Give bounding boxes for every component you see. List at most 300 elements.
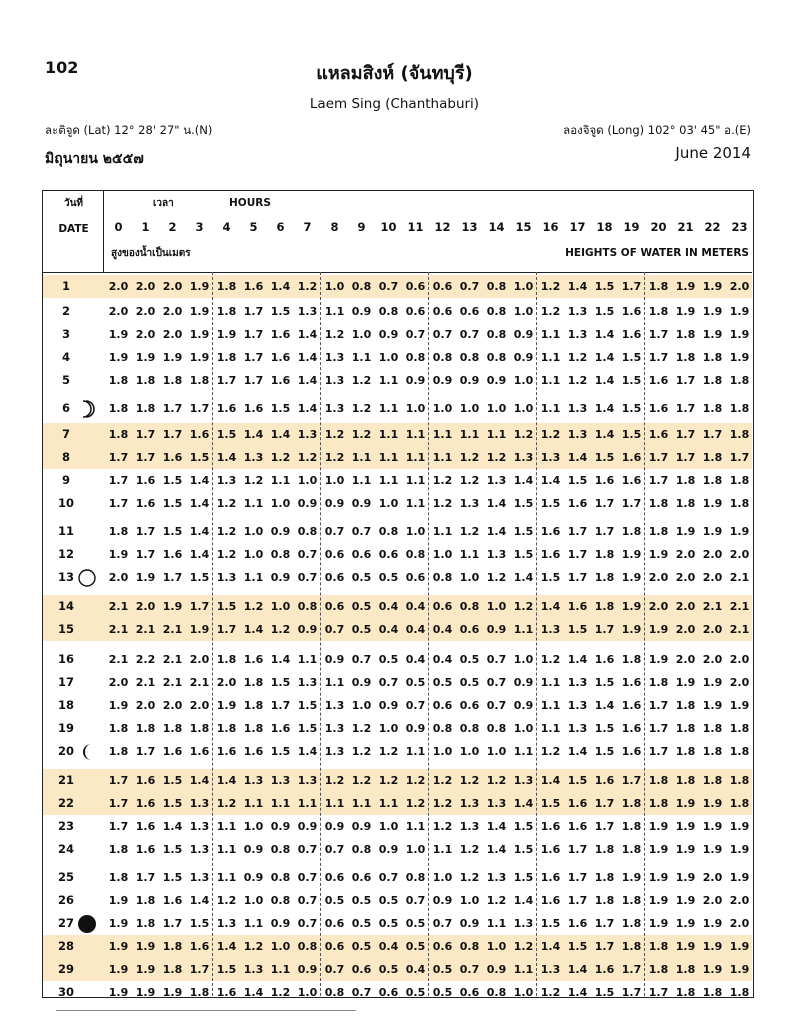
- height-cell: 0.7: [378, 280, 399, 293]
- height-cell: 1.0: [378, 722, 399, 735]
- height-cell: 1.2: [459, 474, 480, 487]
- hour-header: 0: [114, 220, 123, 234]
- table-row: [43, 912, 752, 935]
- height-cell: 1.9: [216, 699, 237, 712]
- height-cell: 0.4: [405, 600, 426, 613]
- date-number: 9: [61, 473, 70, 487]
- height-cell: 1.6: [270, 374, 291, 387]
- height-cell: 1.2: [270, 986, 291, 999]
- height-cell: 1.2: [432, 774, 453, 787]
- date-number: 3: [61, 327, 70, 341]
- hour-header: 10: [380, 220, 397, 234]
- height-cell: 1.8: [729, 402, 750, 415]
- height-cell: 1.1: [378, 474, 399, 487]
- height-cell: 1.3: [324, 699, 345, 712]
- height-cell: 1.9: [702, 525, 723, 538]
- height-cell: 2.1: [162, 676, 183, 689]
- table-row: [43, 838, 752, 861]
- height-cell: 1.9: [675, 917, 696, 930]
- hours-label: HOURS: [229, 197, 271, 209]
- hour-header: 3: [195, 220, 204, 234]
- height-cell: 1.8: [216, 351, 237, 364]
- date-cell: [43, 543, 104, 566]
- height-cell: 1.1: [351, 451, 372, 464]
- height-cell: 1.3: [567, 428, 588, 441]
- height-cell: 1.8: [135, 917, 156, 930]
- height-cell: 1.5: [513, 871, 534, 884]
- height-cell: 1.5: [162, 497, 183, 510]
- height-cell: 1.8: [135, 374, 156, 387]
- height-cell: 1.5: [189, 451, 210, 464]
- table-row: [43, 275, 752, 298]
- date-number: 1: [61, 279, 70, 293]
- height-cell: 0.6: [324, 871, 345, 884]
- table-row: [43, 981, 752, 1004]
- height-cell: 1.4: [270, 280, 291, 293]
- height-cell: 1.8: [675, 722, 696, 735]
- height-cell: 1.8: [729, 774, 750, 787]
- hour-header: 11: [407, 220, 424, 234]
- height-cell: 2.1: [729, 623, 750, 636]
- height-cell: 1.7: [135, 525, 156, 538]
- hour-header: 6: [276, 220, 285, 234]
- moon-last-quarter-icon: [77, 742, 97, 762]
- height-cell: 2.1: [162, 653, 183, 666]
- date-cell: [43, 792, 104, 815]
- height-cell: 2.1: [135, 623, 156, 636]
- hour-header: 12: [434, 220, 451, 234]
- table-row: [43, 717, 752, 740]
- height-cell: 1.8: [108, 525, 129, 538]
- height-cell: 0.8: [270, 894, 291, 907]
- height-cell: 1.9: [702, 328, 723, 341]
- height-cell: 1.3: [486, 474, 507, 487]
- height-cell: 2.0: [702, 548, 723, 561]
- height-cell: 1.0: [324, 474, 345, 487]
- height-cell: 0.8: [486, 280, 507, 293]
- height-cell: 0.8: [351, 843, 372, 856]
- height-cell: 0.5: [351, 600, 372, 613]
- table-row: [43, 469, 752, 492]
- height-cell: 0.9: [351, 820, 372, 833]
- height-cell: 1.2: [432, 820, 453, 833]
- height-cell: 0.7: [486, 676, 507, 689]
- height-cell: 1.7: [675, 428, 696, 441]
- height-cell: 1.8: [675, 351, 696, 364]
- height-cell: 1.7: [216, 374, 237, 387]
- height-cell: 1.7: [648, 451, 669, 464]
- height-cell: 0.7: [486, 699, 507, 712]
- height-cell: 1.5: [567, 474, 588, 487]
- height-cell: 0.7: [378, 871, 399, 884]
- height-cell: 0.7: [351, 525, 372, 538]
- height-cell: 1.1: [243, 797, 264, 810]
- height-cell: 1.3: [270, 774, 291, 787]
- height-cell: 2.0: [135, 600, 156, 613]
- height-cell: 1.6: [621, 722, 642, 735]
- height-cell: 0.8: [459, 722, 480, 735]
- height-cell: 1.8: [729, 428, 750, 441]
- height-cell: 1.6: [270, 351, 291, 364]
- height-cell: 1.7: [675, 451, 696, 464]
- height-cell: 0.9: [324, 653, 345, 666]
- height-cell: 1.1: [513, 745, 534, 758]
- height-cell: 1.7: [567, 525, 588, 538]
- height-cell: 0.9: [324, 820, 345, 833]
- height-cell: 1.7: [648, 722, 669, 735]
- height-cell: 1.5: [594, 722, 615, 735]
- height-cell: 0.7: [351, 986, 372, 999]
- height-cell: 1.9: [702, 843, 723, 856]
- height-cell: 1.6: [243, 280, 264, 293]
- height-cell: 0.5: [432, 986, 453, 999]
- column-separator: [428, 272, 429, 996]
- height-cell: 0.6: [405, 571, 426, 584]
- height-cell: 1.2: [486, 451, 507, 464]
- height-cell: 1.0: [378, 497, 399, 510]
- height-cell: 0.8: [405, 351, 426, 364]
- height-cell: 1.0: [486, 940, 507, 953]
- date-number: 20: [57, 744, 74, 758]
- height-cell: 1.7: [243, 374, 264, 387]
- height-cell: 2.0: [108, 305, 129, 318]
- height-cell: 1.8: [108, 745, 129, 758]
- height-cell: 1.6: [594, 653, 615, 666]
- height-cell: 1.5: [270, 402, 291, 415]
- height-cell: 1.9: [729, 843, 750, 856]
- height-cell: 0.8: [270, 843, 291, 856]
- height-cell: 1.7: [594, 497, 615, 510]
- station-title-en: Laem Sing (Chanthaburi): [309, 96, 480, 112]
- height-cell: 1.0: [486, 600, 507, 613]
- date-cell: [43, 671, 104, 694]
- height-cell: 2.1: [729, 600, 750, 613]
- height-cell: 1.6: [135, 474, 156, 487]
- height-cell: 2.0: [135, 699, 156, 712]
- height-cell: 1.3: [540, 451, 561, 464]
- height-cell: 1.7: [729, 451, 750, 464]
- height-cell: 1.9: [648, 623, 669, 636]
- height-cell: 0.9: [513, 351, 534, 364]
- height-cell: 1.9: [675, 280, 696, 293]
- height-cell: 0.6: [432, 600, 453, 613]
- height-cell: 1.2: [297, 451, 318, 464]
- height-cell: 1.7: [243, 305, 264, 318]
- height-cell: 1.9: [162, 351, 183, 364]
- height-cell: 1.4: [486, 497, 507, 510]
- height-cell: 1.9: [702, 820, 723, 833]
- height-cell: 1.3: [459, 497, 480, 510]
- height-cell: 0.8: [486, 351, 507, 364]
- height-cell: 0.9: [459, 917, 480, 930]
- height-cell: 1.5: [189, 917, 210, 930]
- table-row: [43, 671, 752, 694]
- height-cell: 1.2: [270, 623, 291, 636]
- height-cell: 0.6: [351, 548, 372, 561]
- height-cell: 1.1: [324, 676, 345, 689]
- height-cell: 1.8: [729, 374, 750, 387]
- page-number: 102: [45, 58, 79, 77]
- height-cell: 2.0: [648, 571, 669, 584]
- height-cell: 0.8: [486, 722, 507, 735]
- height-cell: 1.7: [648, 986, 669, 999]
- height-cell: 0.4: [378, 940, 399, 953]
- height-cell: 1.7: [162, 428, 183, 441]
- date-cell: [43, 369, 104, 392]
- height-cell: 0.9: [378, 328, 399, 341]
- height-cell: 2.0: [702, 571, 723, 584]
- date-number: 17: [57, 675, 74, 689]
- height-cell: 1.2: [216, 894, 237, 907]
- height-cell: 1.7: [135, 428, 156, 441]
- height-cell: 1.2: [351, 402, 372, 415]
- footnote-rule: [56, 1010, 356, 1011]
- height-cell: 1.7: [135, 451, 156, 464]
- height-cell: 0.6: [432, 280, 453, 293]
- height-cell: 1.8: [108, 843, 129, 856]
- height-cell: 1.7: [621, 280, 642, 293]
- height-cell: 1.9: [621, 871, 642, 884]
- height-cell: 0.5: [432, 676, 453, 689]
- height-cell: 1.3: [189, 843, 210, 856]
- height-cell: 1.4: [297, 328, 318, 341]
- date-cell: [43, 769, 104, 792]
- table-row: [43, 618, 752, 641]
- height-cell: 2.1: [189, 676, 210, 689]
- height-cell: 1.1: [378, 374, 399, 387]
- height-cell: 1.2: [243, 600, 264, 613]
- height-cell: 2.0: [702, 623, 723, 636]
- height-cell: 0.8: [378, 305, 399, 318]
- height-cell: 1.7: [702, 428, 723, 441]
- height-cell: 2.0: [702, 871, 723, 884]
- height-cell: 0.4: [405, 653, 426, 666]
- height-cell: 1.6: [567, 917, 588, 930]
- height-cell: 1.2: [351, 722, 372, 735]
- height-cell: 1.5: [567, 940, 588, 953]
- height-cell: 1.8: [594, 843, 615, 856]
- height-cell: 1.3: [486, 548, 507, 561]
- height-cell: 1.9: [621, 623, 642, 636]
- height-cell: 0.6: [324, 571, 345, 584]
- height-cell: 0.9: [324, 497, 345, 510]
- height-cell: 1.6: [621, 676, 642, 689]
- height-cell: 0.7: [459, 280, 480, 293]
- height-cell: 1.1: [432, 428, 453, 441]
- height-cell: 1.8: [648, 280, 669, 293]
- height-cell: 1.8: [216, 305, 237, 318]
- date-number: 21: [57, 773, 74, 787]
- height-cell: 1.7: [648, 745, 669, 758]
- date-number: 4: [61, 350, 70, 364]
- table-row: [43, 769, 752, 792]
- height-cell: 0.7: [324, 963, 345, 976]
- height-cell: 1.5: [621, 428, 642, 441]
- height-cell: 0.9: [297, 623, 318, 636]
- height-cell: 1.1: [405, 820, 426, 833]
- hour-header: 9: [357, 220, 366, 234]
- table-row: [43, 740, 752, 763]
- height-cell: 1.8: [702, 722, 723, 735]
- height-cell: 1.3: [189, 797, 210, 810]
- height-cell: 1.0: [513, 986, 534, 999]
- height-cell: 1.8: [108, 428, 129, 441]
- height-cell: 1.5: [594, 745, 615, 758]
- height-cell: 1.6: [648, 428, 669, 441]
- height-cell: 1.1: [486, 428, 507, 441]
- height-cell: 0.9: [513, 676, 534, 689]
- date-number: 29: [57, 962, 74, 976]
- hour-header: 16: [542, 220, 559, 234]
- station-title-thai: แหลมสิงห์ (จันทบุรี): [316, 63, 473, 84]
- height-cell: 1.0: [351, 328, 372, 341]
- height-cell: 1.9: [189, 305, 210, 318]
- height-cell: 0.8: [459, 600, 480, 613]
- height-cell: 1.6: [540, 894, 561, 907]
- height-cell: 1.7: [270, 699, 291, 712]
- height-cell: 1.8: [135, 722, 156, 735]
- date-cell: [43, 889, 104, 912]
- height-cell: 0.7: [459, 328, 480, 341]
- height-cell: 0.8: [405, 548, 426, 561]
- height-cell: 1.7: [243, 328, 264, 341]
- height-cell: 2.0: [729, 917, 750, 930]
- height-cell: 1.6: [594, 474, 615, 487]
- height-cell: 1.6: [621, 451, 642, 464]
- height-cell: 1.0: [432, 745, 453, 758]
- height-cell: 1.4: [594, 328, 615, 341]
- height-cell: 1.0: [243, 894, 264, 907]
- height-cell: 2.0: [675, 571, 696, 584]
- height-cell: 1.1: [540, 328, 561, 341]
- height-cell: 1.5: [270, 676, 291, 689]
- height-cell: 0.7: [405, 699, 426, 712]
- height-cell: 1.6: [135, 797, 156, 810]
- height-cell: 1.8: [162, 722, 183, 735]
- height-cell: 2.0: [108, 571, 129, 584]
- height-cell: 1.7: [189, 600, 210, 613]
- date-cell: [43, 469, 104, 492]
- height-cell: 1.8: [135, 894, 156, 907]
- height-cell: 0.4: [405, 623, 426, 636]
- height-cell: 1.3: [324, 402, 345, 415]
- height-cell: 2.0: [135, 280, 156, 293]
- height-cell: 1.1: [297, 797, 318, 810]
- height-cell: 1.6: [567, 797, 588, 810]
- height-cell: 1.0: [351, 699, 372, 712]
- height-cell: 1.4: [567, 986, 588, 999]
- height-cell: 1.6: [135, 843, 156, 856]
- height-cell: 1.8: [648, 797, 669, 810]
- height-cell: 1.8: [621, 940, 642, 953]
- height-cell: 1.0: [405, 525, 426, 538]
- height-cell: 1.5: [594, 305, 615, 318]
- height-cell: 1.4: [513, 571, 534, 584]
- height-cell: 1.3: [540, 623, 561, 636]
- height-cell: 1.4: [567, 963, 588, 976]
- height-cell: 1.4: [486, 820, 507, 833]
- height-cell: 1.5: [540, 797, 561, 810]
- height-cell: 1.5: [513, 843, 534, 856]
- height-cell: 0.5: [351, 917, 372, 930]
- height-cell: 1.1: [513, 963, 534, 976]
- height-cell: 1.8: [594, 571, 615, 584]
- height-cell: 1.4: [567, 280, 588, 293]
- table-row: [43, 423, 752, 446]
- height-cell: 0.8: [432, 351, 453, 364]
- height-cell: 1.5: [594, 280, 615, 293]
- height-cell: 1.1: [540, 676, 561, 689]
- month-thai: มิถุนายน ๒๕๕๗: [45, 151, 144, 167]
- height-cell: 1.2: [405, 797, 426, 810]
- height-cell: 1.5: [621, 374, 642, 387]
- height-cell: 2.1: [108, 600, 129, 613]
- date-number: 7: [61, 427, 70, 441]
- height-cell: 1.8: [216, 280, 237, 293]
- height-cell: 1.9: [648, 917, 669, 930]
- date-number: 8: [61, 450, 70, 464]
- date-cell: [43, 595, 104, 618]
- height-cell: 1.6: [243, 745, 264, 758]
- height-cell: 1.7: [135, 871, 156, 884]
- height-cell: 2.0: [675, 600, 696, 613]
- height-cell: 2.1: [729, 571, 750, 584]
- date-number: 30: [57, 985, 74, 999]
- height-cell: 1.6: [216, 745, 237, 758]
- height-cell: 1.2: [216, 548, 237, 561]
- height-cell: 0.5: [378, 571, 399, 584]
- height-cell: 1.6: [621, 305, 642, 318]
- height-cell: 1.4: [270, 428, 291, 441]
- height-cell: 1.0: [270, 940, 291, 953]
- height-cell: 1.9: [621, 600, 642, 613]
- month-en: June 2014: [675, 144, 751, 162]
- height-cell: 1.6: [540, 871, 561, 884]
- height-cell: 1.6: [567, 820, 588, 833]
- height-cell: 1.4: [567, 451, 588, 464]
- height-cell: 1.7: [567, 871, 588, 884]
- height-cell: 1.9: [648, 894, 669, 907]
- height-cell: 0.8: [270, 871, 291, 884]
- hour-header: 4: [222, 220, 231, 234]
- height-cell: 0.7: [297, 917, 318, 930]
- height-cell: 1.8: [648, 963, 669, 976]
- height-cell: 1.9: [675, 820, 696, 833]
- height-cell: 1.1: [216, 843, 237, 856]
- height-cell: 1.2: [486, 894, 507, 907]
- height-cell: 1.4: [594, 374, 615, 387]
- height-cell: 1.2: [432, 474, 453, 487]
- height-cell: 1.4: [540, 474, 561, 487]
- height-cell: 0.9: [351, 305, 372, 318]
- hour-header: 20: [650, 220, 667, 234]
- height-cell: 2.1: [135, 676, 156, 689]
- height-cell: 1.7: [621, 774, 642, 787]
- hour-header: 21: [677, 220, 694, 234]
- height-cell: 1.7: [189, 402, 210, 415]
- height-cell: 1.9: [108, 940, 129, 953]
- height-cell: 1.7: [108, 451, 129, 464]
- height-cell: 0.7: [297, 843, 318, 856]
- height-cell: 1.2: [297, 280, 318, 293]
- height-cell: 0.7: [297, 548, 318, 561]
- height-cell: 2.0: [108, 676, 129, 689]
- height-cell: 1.2: [540, 745, 561, 758]
- height-cell: 0.8: [405, 871, 426, 884]
- height-cell: 1.1: [405, 451, 426, 464]
- height-cell: 1.6: [621, 745, 642, 758]
- height-cell: 1.3: [567, 699, 588, 712]
